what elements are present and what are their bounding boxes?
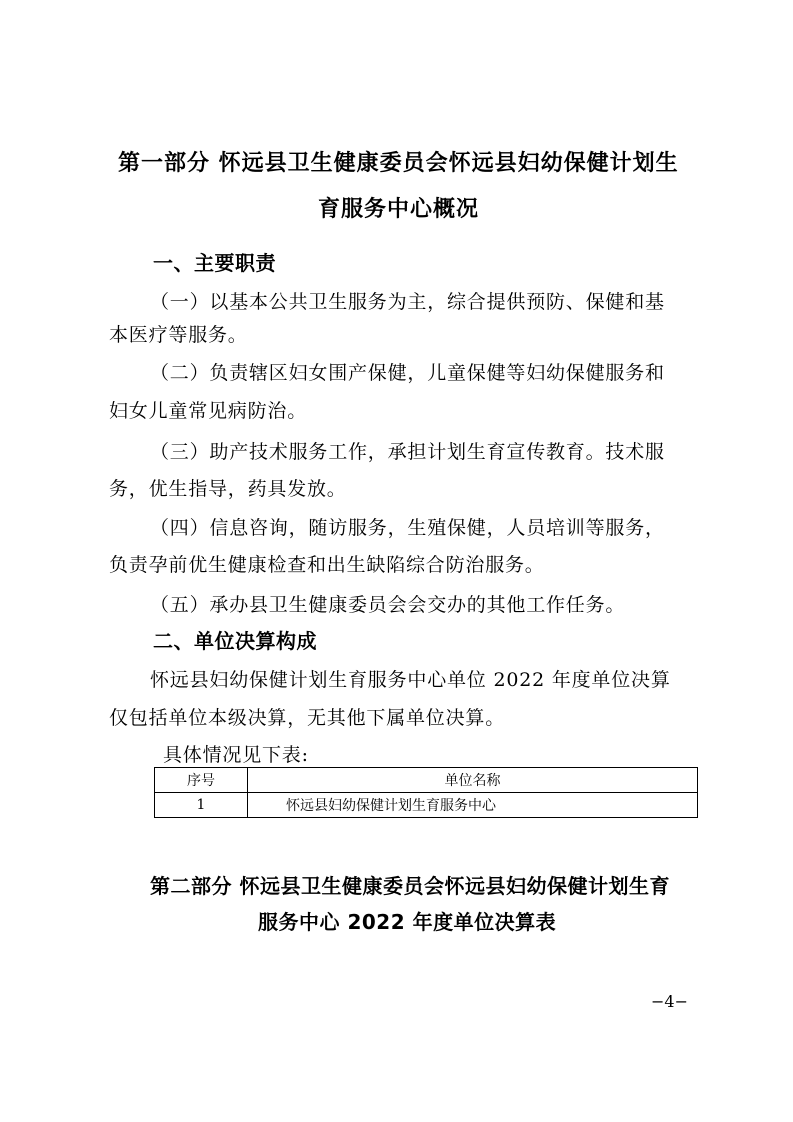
cell-unit-name: 怀远县妇幼保健计划生育服务中心: [248, 793, 698, 818]
section2-para-line1: 怀远县妇幼保健计划生育服务中心单位 2022 年度单位决算: [150, 669, 671, 691]
duty-item-2-line1: （二）负责辖区妇女围产保健，儿童保健等妇幼保健服务和: [150, 362, 665, 384]
section2-para-line2: 仅包括单位本级决算，无其他下属单位决算。: [109, 707, 506, 729]
page-number: −4−: [651, 992, 688, 1011]
part1-title-line2: 育服务中心概况: [318, 197, 480, 222]
section2-heading: 二、单位决算构成: [153, 629, 317, 653]
header-unit-name: 单位名称: [248, 768, 698, 793]
duty-item-4-line2: 负责孕前优生健康检查和出生缺陷综合防治服务。: [109, 554, 545, 576]
unit-table: [154, 767, 698, 818]
duty-item-1-line2: 本医疗等服务。: [109, 324, 248, 346]
part2-title-line1: 第二部分 怀远县卫生健康委员会怀远县妇幼保健计划生育: [150, 874, 670, 898]
part1-title-line1: 第一部分 怀远县卫生健康委员会怀远县妇幼保健计划生: [118, 151, 679, 176]
duty-item-1-line1: （一）以基本公共卫生服务为主，综合提供预防、保健和基: [150, 291, 665, 313]
section1-heading: 一、主要职责: [153, 251, 276, 275]
duty-item-2-line2: 妇女儿童常见病防治。: [109, 400, 308, 422]
header-seq: 序号: [155, 768, 248, 793]
table-intro: 具体情况见下表:: [163, 744, 309, 766]
duty-item-3-line1: （三）助产技术服务工作，承担计划生育宣传教育。技术服: [150, 441, 665, 463]
duty-item-4-line1: （四）信息咨询，随访服务，生殖保健，人员培训等服务，: [150, 517, 665, 539]
part2-title-line2: 服务中心 2022 年度单位决算表: [258, 910, 557, 934]
duty-item-5-line1: （五）承办县卫生健康委员会会交办的其他工作任务。: [150, 594, 626, 616]
duty-item-3-line2: 务，优生指导，药具发放。: [109, 478, 347, 500]
table-row: [155, 793, 698, 818]
cell-seq: 1: [155, 793, 248, 818]
table-header-row: [155, 768, 698, 793]
